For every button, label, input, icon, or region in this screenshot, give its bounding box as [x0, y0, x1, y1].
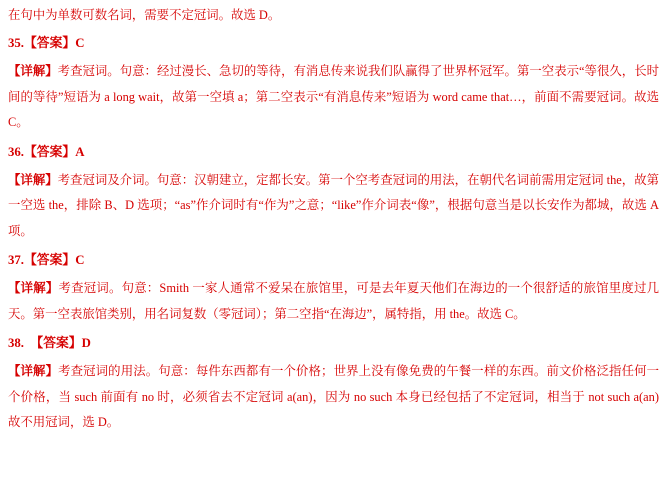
detail-paragraph-35: [8, 59, 659, 136]
answer-entry-36: [0, 136, 669, 245]
detail-paragraph-36: [8, 168, 659, 245]
answer-label-36: 【答案】: [24, 144, 76, 159]
detail-text-35: 考查冠词。句意：经过漫长、急切的等待，有消息传来说我们队赢得了世界杯冠军。第一空表示“等很久，长时间的等待”短语为 a long wait，故第一空填 a；第二空表示“有消息传来”短语为 word came that…，前面不需要冠词。故选 C。: [8, 64, 660, 129]
entry-number-38: 38.: [8, 336, 24, 350]
answer-value-35: C: [75, 36, 85, 50]
detail-text-37: 考查冠词。句意：Smith 一家人通常不爱呆在旅馆里，可是去年夏天他们在海边的一个很舒适的旅馆里度过几天。第一空表旅馆类别，用名词复数（零冠词）；第二空指“在海边”，属特指，用 the。故选 C。: [8, 281, 659, 321]
answer-label-37: 【答案】: [24, 253, 76, 267]
lead-paragraph-block: [0, 0, 669, 27]
lead-paragraph: 在句中为单数可数名词，需要不定冠词。故选 D。: [8, 8, 281, 22]
entry-number-36: 36.: [8, 144, 24, 159]
entry-number-35: 35.: [8, 36, 24, 50]
answer-label-35: 【答案】: [24, 36, 76, 50]
answer-entry-35: [0, 27, 669, 136]
detail-label-38: 【详解】: [8, 364, 59, 378]
detail-label-35: 【详解】: [8, 64, 58, 78]
answer-label-38: 【答案】: [30, 336, 82, 350]
detail-paragraph-37: [8, 276, 659, 327]
answer-entry-38: [0, 327, 669, 436]
detail-label-36: 【详解】: [8, 172, 58, 187]
answer-value-38: D: [81, 336, 91, 350]
answer-line-37: [8, 244, 659, 273]
answer-value-36: A: [75, 144, 85, 159]
answer-entry-37: [0, 244, 669, 327]
answer-line-38: [8, 327, 659, 356]
detail-text-38: 考查冠词的用法。句意：每件东西都有一个价格；世界上没有像免费的午餐一样的东西。前文价格泛指任何一个价格，当 such 前面有 no 时，必须省去不定冠词 a(an)，因为 no such 本身已经包括了不定冠词，相当于 not such a(an)故不用冠词，选 D。: [8, 364, 660, 429]
answer-value-37: C: [75, 253, 85, 267]
detail-label-37: 【详解】: [8, 281, 59, 295]
entry-number-37: 37.: [8, 253, 24, 267]
answer-line-36: [8, 136, 659, 165]
answer-line-35: [8, 27, 659, 56]
detail-paragraph-38: [8, 359, 659, 436]
detail-text-36: 考查冠词及介词。句意：汉朝建立，定都长安。第一个空考查冠词的用法，在朝代名词前需用定冠词 the，故第一空选 the，排除 B、D 选项；“as”作介词时有“作为”之意；“like”作介词表“像”，根据句意当是以长安作为都城，故选 A 项。: [8, 172, 660, 238]
